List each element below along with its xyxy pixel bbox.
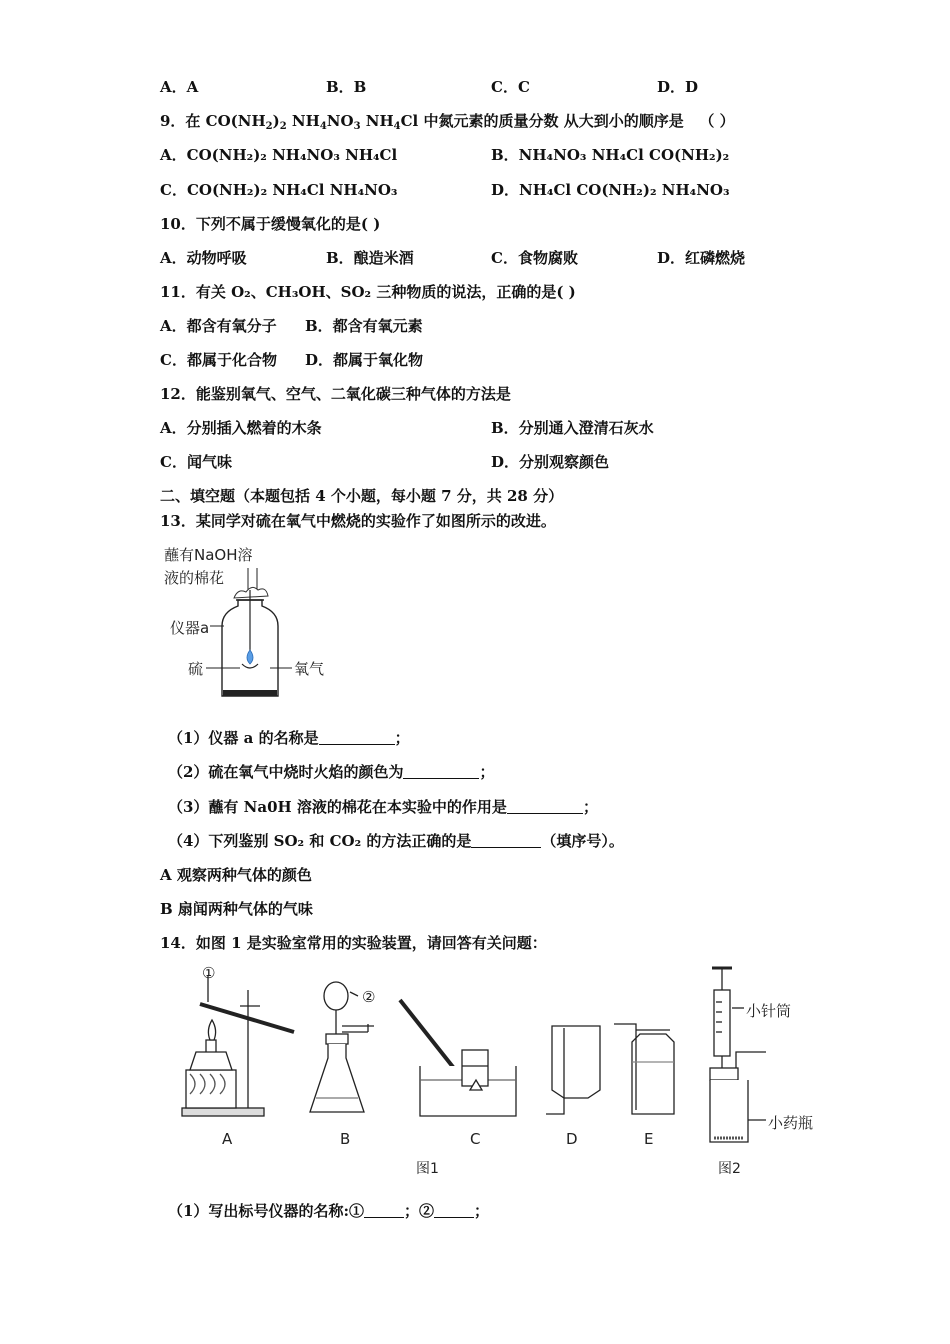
label-d: D xyxy=(566,1130,578,1148)
answer-blank xyxy=(507,799,583,814)
q8-option-c: C．C xyxy=(491,78,530,96)
q13-option-a: A 观察两种气体的颜色 xyxy=(160,866,312,884)
q11-option-d: D．都属于氧化物 xyxy=(305,351,424,369)
q11-option-a: A．都含有氧分子 xyxy=(160,317,277,335)
q9-option-c: C．CO(NH₂)₂ NH₄Cl NH₄NO₃ xyxy=(160,181,398,199)
answer-blank xyxy=(319,730,395,745)
q13-p2-end: ； xyxy=(479,763,495,781)
q13-p4-text: （4）下列鉴别 SO₂ 和 CO₂ 的方法正确的是 xyxy=(168,832,472,850)
answer-blank xyxy=(434,1203,474,1218)
apparatus-syringe xyxy=(710,968,766,1142)
q13-p3-text: （3）蘸有 Na0H 溶液的棉花在本实验中的作用是 xyxy=(168,798,507,816)
q13-part-4 xyxy=(168,831,624,851)
q12-option-c: C．闻气味 xyxy=(160,453,232,471)
q11-option-b: B．都含有氧元素 xyxy=(305,317,423,335)
answer-blank xyxy=(403,764,479,779)
q13-part-1 xyxy=(168,728,410,748)
q14-figure xyxy=(170,962,830,1182)
q10-option-d: D．红磷燃烧 xyxy=(657,249,746,267)
apparatus-d xyxy=(546,1026,600,1114)
q13-figure xyxy=(160,540,360,700)
label-syringe: 小针筒 xyxy=(746,1002,792,1020)
fig-label-cotton-1: 蘸有NaOH溶 xyxy=(164,546,253,564)
q9-stem-post: 中氮元素的质量分数 从大到小的顺序是 xyxy=(418,112,684,130)
q13-part-3 xyxy=(168,797,598,817)
q12-option-a: A．分别插入燃着的木条 xyxy=(160,419,322,437)
label-small-bottle: 小药瓶 xyxy=(768,1114,814,1132)
gas-bottle-diagram xyxy=(160,540,360,700)
label-b: B xyxy=(340,1130,351,1148)
section-2-heading: 二、填空题（本题包括 4 个小题，每小题 7 分，共 28 分） xyxy=(160,487,564,505)
figure-2-caption: 图2 xyxy=(718,1161,741,1177)
q9-paren: （ ） xyxy=(699,112,735,130)
q9-option-a: A．CO(NH₂)₂ NH₄NO₃ NH₄Cl xyxy=(160,146,398,164)
q10-option-a: A．动物呼吸 xyxy=(160,249,247,267)
apparatus-c xyxy=(400,1000,516,1116)
mark-circled-2: ② xyxy=(362,988,376,1006)
q14-p1-mid: ；② xyxy=(403,1202,434,1220)
q8-option-d: D．D xyxy=(657,78,699,96)
apparatus-e xyxy=(614,1024,674,1114)
q9-stem: 9．在 $CO(NH_2)_2$ $NH_4NO_3$ $NH_4Cl$ 中氮元素的质量分数 从大到小的顺序是 （ ） xyxy=(160,112,735,132)
q9-option-d: D．NH₄Cl CO(NH₂)₂ NH₄NO₃ xyxy=(491,181,730,199)
q10-option-b: B．酿造米酒 xyxy=(326,249,414,267)
q8-option-a: A．A xyxy=(160,78,199,96)
figure-1-caption: 图1 xyxy=(416,1161,439,1177)
q12-stem: 12．能鉴别氧气、空气、二氧化碳三种气体的方法是 xyxy=(160,385,511,403)
apparatus-a xyxy=(182,976,294,1116)
fig-label-instrument-a: 仪器a xyxy=(170,619,210,637)
q14-p1-text: （1）写出标号仪器的名称:① xyxy=(168,1202,364,1220)
q13-p1-text: （1）仪器 a 的名称是 xyxy=(168,729,319,747)
apparatus-diagram xyxy=(170,962,830,1182)
q13-option-b: B 扇闻两种气体的气味 xyxy=(160,900,313,918)
q12-option-b: B．分别通入澄清石灰水 xyxy=(491,419,654,437)
label-e: E xyxy=(644,1130,654,1148)
q14-p1-end: ； xyxy=(474,1202,490,1220)
label-c: C xyxy=(470,1130,481,1148)
q13-part-2 xyxy=(168,762,494,782)
fig-label-cotton-2: 液的棉花 xyxy=(164,569,225,587)
q13-stem: 13．某同学对硫在氧气中燃烧的实验作了如图所示的改进。 xyxy=(160,512,556,530)
q11-option-c: C．都属于化合物 xyxy=(160,351,277,369)
q10-stem: 10．下列不属于缓慢氧化的是( ) xyxy=(160,215,381,233)
answer-blank xyxy=(471,833,541,848)
q13-p4-tail: （填序号）。 xyxy=(541,832,624,850)
fig-label-sulfur: 硫 xyxy=(188,660,204,678)
q9-stem-pre: 9．在 CO(NH xyxy=(160,112,266,130)
q8-option-b: B．B xyxy=(326,78,367,96)
q11-stem: 11．有关 O₂、CH₃OH、SO₂ 三种物质的说法，正确的是( ) xyxy=(160,283,576,301)
q12-option-d: D．分别观察颜色 xyxy=(491,453,610,471)
label-a: A xyxy=(222,1130,233,1148)
fig-label-oxygen: 氧气 xyxy=(294,660,325,678)
answer-blank xyxy=(364,1203,404,1218)
q14-stem: 14．如图 1 是实验室常用的实验装置，请回答有关问题： xyxy=(160,934,547,952)
q14-part-1 xyxy=(168,1201,489,1221)
mark-circled-1: ① xyxy=(202,964,216,982)
q10-option-c: C．食物腐败 xyxy=(491,249,578,267)
q13-p3-end: ； xyxy=(582,798,598,816)
q13-p1-end: ； xyxy=(394,729,410,747)
q9-option-b: B．NH₄NO₃ NH₄Cl CO(NH₂)₂ xyxy=(491,146,730,164)
q13-p2-text: （2）硫在氧气中烧时火焰的颜色为 xyxy=(168,763,404,781)
